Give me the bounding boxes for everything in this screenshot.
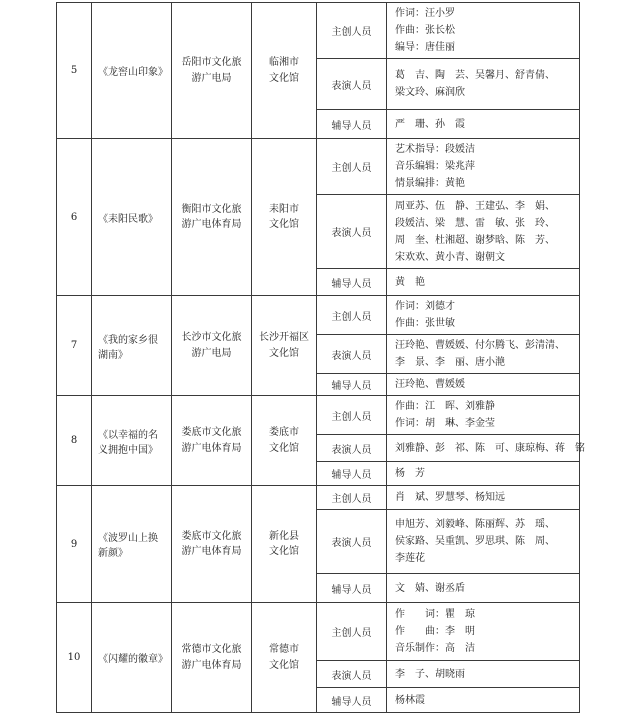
work-title: 《耒阳民歌》 bbox=[92, 139, 172, 296]
table-row bbox=[57, 3, 580, 59]
work-title: 《波罗山上换新颜》 bbox=[92, 486, 172, 603]
role-label: 辅导人员 bbox=[317, 269, 387, 296]
people-list: 刘雅静、彭 祁、陈 可、康琼梅、蒋 铭 bbox=[387, 435, 580, 462]
recommending-org: 岳阳市文化旅 游广电局 bbox=[172, 3, 252, 139]
people-list: 李 子、胡晓雨 bbox=[387, 661, 580, 688]
entry-number: 7 bbox=[57, 296, 92, 396]
award-table bbox=[56, 2, 585, 713]
role-label: 表演人员 bbox=[317, 510, 387, 574]
table-row bbox=[57, 139, 580, 195]
table-row bbox=[57, 486, 580, 510]
people-list: 作曲：江 晖、刘雅静 作词：胡 琳、李金莹 bbox=[387, 396, 580, 435]
recommending-org: 娄底市文化旅 游广电体育局 bbox=[172, 396, 252, 486]
people-list: 文 婧、谢丞盾 bbox=[387, 574, 580, 603]
people-list: 申旭芳、刘毅峰、陈丽辉、苏 瑶、 侯家路、吴重凯、罗思琪、陈 周、 李莲花 bbox=[387, 510, 580, 574]
people-list: 肖 斌、罗慧琴、杨知远 bbox=[387, 486, 580, 510]
role-label: 辅导人员 bbox=[317, 110, 387, 139]
entry-number: 5 bbox=[57, 3, 92, 139]
role-label: 主创人员 bbox=[317, 296, 387, 335]
entry-number: 9 bbox=[57, 486, 92, 603]
people-list: 周亚苏、伍 静、王建弘、李 娟、 段媛洁、梁 慧、雷 敏、张 玲、 周 奎、杜湘超、谢梦晗、陈 芳、 宋欢欢、黄小青、谢朝文 bbox=[387, 195, 580, 269]
role-label: 表演人员 bbox=[317, 59, 387, 110]
work-title: 《龙窖山印象》 bbox=[92, 3, 172, 139]
venue: 临湘市 文化馆 bbox=[252, 3, 317, 139]
entry-number: 6 bbox=[57, 139, 92, 296]
table-row bbox=[57, 296, 580, 335]
role-label: 表演人员 bbox=[317, 335, 387, 374]
people-list: 汪玲艳、曹媛媛 bbox=[387, 374, 580, 396]
work-title: 《闪耀的徽章》 bbox=[92, 603, 172, 713]
people-list: 作 词：瞿 琼 作 曲：李 明 音乐制作：高 洁 bbox=[387, 603, 580, 661]
recommending-org: 长沙市文化旅 游广电局 bbox=[172, 296, 252, 396]
role-label: 主创人员 bbox=[317, 396, 387, 435]
work-title: 《我的家乡很湖南》 bbox=[92, 296, 172, 396]
venue: 耒阳市 文化馆 bbox=[252, 139, 317, 296]
table-row bbox=[57, 603, 580, 661]
work-title: 《以幸福的名义拥抱中国》 bbox=[92, 396, 172, 486]
role-label: 主创人员 bbox=[317, 3, 387, 59]
venue: 常德市 文化馆 bbox=[252, 603, 317, 713]
people-list: 作词：汪小罗 作曲：张长松 编导：唐佳丽 bbox=[387, 3, 580, 59]
table-row bbox=[57, 396, 580, 435]
role-label: 辅导人员 bbox=[317, 688, 387, 713]
people-list: 杨 芳 bbox=[387, 462, 580, 486]
role-label: 辅导人员 bbox=[317, 374, 387, 396]
recommending-org: 常德市文化旅 游广电体育局 bbox=[172, 603, 252, 713]
recommending-org: 娄底市文化旅 游广电体育局 bbox=[172, 486, 252, 603]
people-list: 黄 艳 bbox=[387, 269, 580, 296]
role-label: 表演人员 bbox=[317, 435, 387, 462]
venue: 长沙开福区 文化馆 bbox=[252, 296, 317, 396]
role-label: 主创人员 bbox=[317, 486, 387, 510]
people-list: 艺术指导：段媛洁 音乐编辑：梁兆萍 情景编排：黄艳 bbox=[387, 139, 580, 195]
people-list: 杨林霞 bbox=[387, 688, 580, 713]
people-list: 汪玲艳、曹媛媛、付尔腾飞、彭清清、 李 景、李 丽、唐小滟 bbox=[387, 335, 580, 374]
venue: 娄底市 文化馆 bbox=[252, 396, 317, 486]
role-label: 辅导人员 bbox=[317, 574, 387, 603]
entry-number: 8 bbox=[57, 396, 92, 486]
role-label: 表演人员 bbox=[317, 661, 387, 688]
entry-number: 10 bbox=[57, 603, 92, 713]
role-label: 主创人员 bbox=[317, 139, 387, 195]
venue: 新化县 文化馆 bbox=[252, 486, 317, 603]
recommending-org: 衡阳市文化旅 游广电体育局 bbox=[172, 139, 252, 296]
role-label: 辅导人员 bbox=[317, 462, 387, 486]
people-list: 严 珊、孙 霞 bbox=[387, 110, 580, 139]
role-label: 表演人员 bbox=[317, 195, 387, 269]
role-label: 主创人员 bbox=[317, 603, 387, 661]
people-list: 葛 吉、陶 芸、吴馨月、舒青倩、 梁文玲、麻润欣 bbox=[387, 59, 580, 110]
people-list: 作词：刘德才 作曲：张世敏 bbox=[387, 296, 580, 335]
